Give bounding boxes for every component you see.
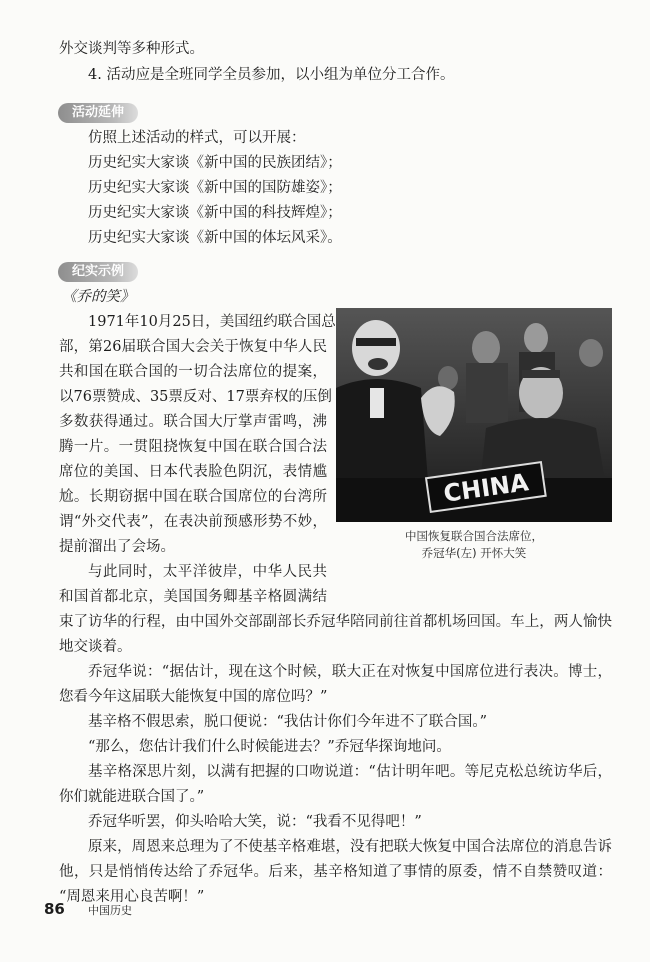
article-line: 乔冠华说：“据估计，现在这个时候，联大正在对恢复中国席位进行表决。博士， — [88, 664, 612, 680]
article-line: “周恩来用心良苦啊！” — [59, 889, 205, 905]
extension-item: 仿照上述活动的样式，可以开展： — [88, 130, 306, 146]
article-line: 基辛格深思片刻，以满有把握的口吻说道：“估计明年吧。等尼克松总统访华后， — [88, 764, 612, 780]
article-line: 谓“外交代表”，在表决前预感形势不妙， — [59, 514, 327, 530]
article-line: 他，只是悄悄传达给了乔冠华。后来，基辛格知道了事情的原委，情不自禁赞叹道： — [59, 864, 612, 880]
article-line: 你们就能进联合国了。” — [59, 789, 205, 805]
book-title: 中国历史 — [88, 904, 132, 917]
article-line: 1971年10月25日，美国纽约联合国总 — [88, 314, 336, 330]
article-line: 以76票赞成、35票反对、17票弃权的压倒 — [59, 389, 332, 405]
photo-illustration — [336, 308, 612, 522]
article-line: 原来，周恩来总理为了不使基辛格难堪，没有把联大恢复中国合法席位的消息告诉 — [88, 839, 612, 855]
placard-text: CHINA — [441, 468, 531, 508]
article-line: 席位的美国、日本代表脸色阴沉，表情尴 — [59, 464, 327, 480]
photo-caption-line2: 乔冠华(左) 开怀大笑 — [421, 546, 527, 560]
historical-photo — [336, 308, 612, 522]
article-line: “那么，您估计我们什么时候能进去？”乔冠华探询地问。 — [88, 739, 451, 755]
article-line: 地交谈着。 — [59, 639, 132, 655]
activity-rule-4: 4. 活动应是全班同学全员参加，以小组为单位分工合作。 — [88, 67, 455, 83]
article-line: 乔冠华听罢，仰头哈哈大笑，说：“我看不见得吧！” — [88, 814, 422, 830]
extension-item: 历史纪实大家谈《新中国的科技辉煌》； — [88, 205, 342, 221]
article-line: 提前溜出了会场。 — [59, 539, 175, 555]
article-line: 共和国在联合国的一切合法席位的提案， — [59, 364, 327, 380]
article-line: 基辛格不假思索，脱口便说：“我估计你们今年进不了联合国。” — [88, 714, 488, 730]
extension-item: 历史纪实大家谈《新中国的民族团结》； — [88, 155, 342, 171]
extension-item: 历史纪实大家谈《新中国的体坛风采》。 — [88, 230, 342, 246]
article-line: 尬。长期窃据中国在联合国席位的台湾所 — [59, 489, 327, 505]
article-line: 腾一片。一贯阻挠恢复中国在联合国合法 — [59, 439, 327, 455]
extension-item: 历史纪实大家谈《新中国的国防雄姿》； — [88, 180, 342, 196]
article-line: 多数获得通过。联合国大厅掌声雷鸣，沸 — [59, 414, 327, 430]
photo-caption-line1: 中国恢复联合国合法席位， — [405, 529, 543, 543]
page-number: 86 — [44, 900, 65, 918]
article-line: 您看今年这届联大能恢复中国的席位吗？” — [59, 689, 328, 705]
intro-text-line: 外交谈判等多种形式。 — [59, 41, 204, 57]
section-badge-example: 纪实示例 — [58, 262, 138, 282]
section-badge-extension: 活动延伸 — [58, 103, 138, 123]
article-line: 和国首都北京，美国国务卿基辛格圆满结 — [59, 589, 327, 605]
article-line: 部，第26届联合国大会关于恢复中华人民 — [59, 339, 327, 355]
article-line: 束了访华的行程，由中国外交部副部长乔冠华陪同前往首都机场回国。车上，两人愉快 — [59, 614, 612, 630]
article-line: 与此同时，太平洋彼岸，中华人民共 — [88, 564, 327, 580]
article-title: 《乔的笑》 — [62, 289, 135, 305]
